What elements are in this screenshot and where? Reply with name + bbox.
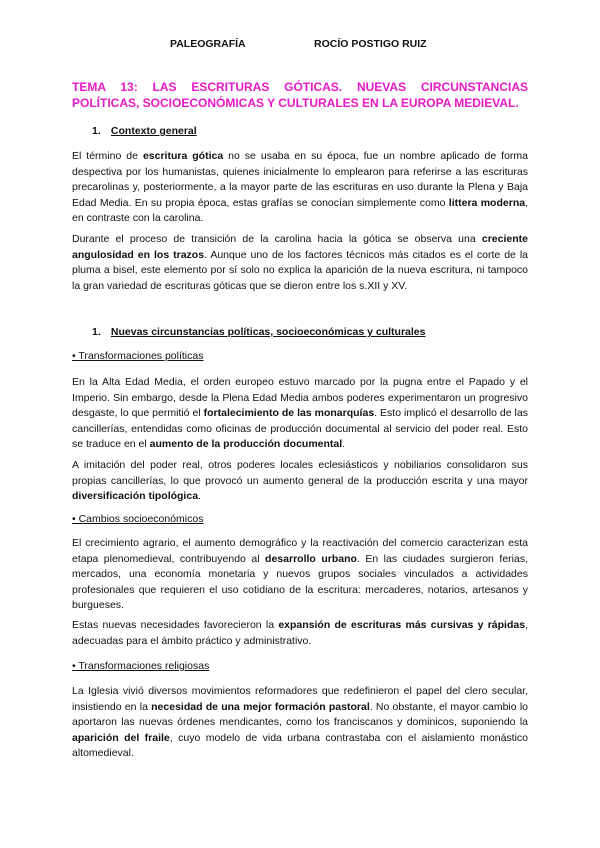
text-run: Durante el proceso de transición de la carolina hacia la gótica se observa una	[72, 233, 482, 245]
section-heading-contexto	[92, 125, 197, 137]
bold-term: expansión de escrituras más cursivas y rápidas	[278, 619, 526, 631]
bold-term: diversificación tipológica	[72, 490, 199, 503]
text-run: .	[198, 490, 201, 503]
text-run: . En las ciudades surgieron ferias, mercados, una economía monetaria y nuevos grupos sociales vinculados a actividades profesionales que requieren el uso cotidiano de la escritura: mercaderes, notarios, artesanos y burgueses.	[72, 552, 528, 612]
bold-term: creciente angulosidad en los trazos	[72, 233, 528, 261]
text-run: , cuyo modelo de vida urbana contrastaba con el aislamiento monástico altomedieval.	[72, 731, 528, 760]
text-run: La Iglesia vivió diversos movimientos reformadores que redefinieron el papel del clero secular, insistiendo en la	[72, 685, 528, 713]
text-run: A imitación del poder real, otros poderes locales eclesiásticos y nobiliarios consolidaron sus propias cancillerías, lo que provocó un aumento general de la producción escrita y una mayor	[72, 459, 528, 487]
paragraph-escrituras-cursivas	[72, 618, 528, 649]
bold-term: littera moderna	[448, 196, 526, 209]
bold-term: fortalecimiento de las monarquías	[203, 407, 375, 420]
text-run: , en contraste con la carolina.	[72, 196, 528, 225]
paragraph-politicas	[72, 375, 528, 453]
bold-term: necesidad de una mejor formación pastoral	[151, 700, 370, 713]
section-number: 1.	[92, 125, 101, 137]
section-heading-circunstancias	[92, 326, 425, 338]
page-header	[0, 38, 600, 54]
section-number: 1.	[92, 326, 101, 338]
text-run: En la Alta Edad Media, el orden europeo estuvo marcado por la pugna entre el Papado y el Imperio. Sin embargo, desde la Plena Edad Media ambos poderes experimentaron un progresivo desgaste, lo que permitió el	[72, 376, 528, 420]
subheading-socioeconomicos: • Cambios socioeconómicos	[72, 513, 204, 525]
paragraph-socioeconomicos	[72, 536, 528, 614]
document-title: TEMA 13: LAS ESCRITURAS GÓTICAS. NUEVAS CIRCUNSTANCIAS POLÍTICAS, SOCIOECONÓMICAS Y CULTURALES EN LA EUROPA MEDIEVAL.	[72, 80, 528, 110]
header-subject: PALEOGRAFÍA	[170, 38, 246, 50]
section-title: Nuevas circunstancias políticas, socioeconómicas y culturales	[110, 326, 426, 338]
bold-term: aumento de la producción documental	[149, 438, 343, 451]
paragraph-escritura-gotica	[72, 149, 528, 227]
text-run: El crecimiento agrario, el aumento demográfico y la reactivación del comercio caracterizan esta etapa plenomedieval, contribuyendo al	[72, 537, 528, 565]
paragraph-transicion	[72, 232, 528, 294]
paragraph-religiosas	[72, 684, 528, 762]
text-run: , adecuadas para el ámbito práctico y administrativo.	[72, 619, 528, 647]
subheading-religiosas: • Transformaciones religiosas	[72, 660, 210, 672]
text-run: . Esto implicó el desarrollo de las cancillerías, entendidas como oficinas de producción documental al servicio del poder real. Esto se traduce en el	[72, 407, 528, 451]
bold-term: aparición del fraile	[72, 731, 170, 744]
bold-term: desarrollo urbano	[265, 552, 357, 565]
section-title: Contexto general	[110, 125, 197, 137]
text-run: . No obstante, el mayor cambio lo aportaron las nuevas órdenes mendicantes, como los franciscanos y dominicos, suponiendo la	[72, 700, 528, 729]
text-run: .	[342, 438, 346, 451]
text-run: El término de	[72, 150, 143, 162]
subheading-politicas: • Transformaciones políticas	[72, 350, 204, 362]
paragraph-cancillerias	[72, 458, 528, 505]
text-run: Estas nuevas necesidades favorecieron la	[72, 619, 279, 631]
header-author: ROCÍO POSTIGO RUIZ	[314, 38, 427, 50]
text-run: no se usaba en su época, fue un nombre aplicado de forma despectiva por los humanistas, quienes inicialmente lo emplearon para referirse a las escrituras precarolinas y, posteriormente, a la mayor parte de las escrituras en uso durante la Plena y Baja Edad Media. En su propia época, estas grafías se conocían simplemente como	[72, 150, 528, 209]
bold-term: escritura gótica	[142, 150, 224, 162]
text-run: . Aunque uno de los factores técnicos más citados es el corte de la pluma a bisel, este elemento por sí solo no explica la aparición de la nueva escritura, ni tampoco la gran variedad de escrituras góticas que se dieron entre los s.XII y XV.	[72, 248, 528, 292]
